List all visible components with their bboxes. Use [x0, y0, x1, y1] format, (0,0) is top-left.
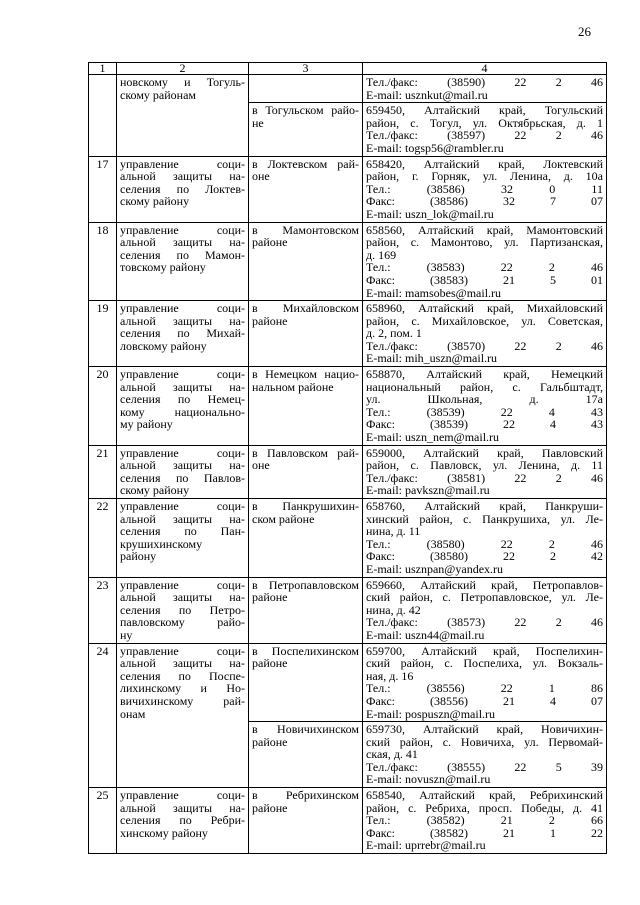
table-row [89, 367, 607, 446]
cell-line: районе [252, 800, 288, 815]
cell-line: оне [252, 458, 270, 473]
table-row [89, 788, 607, 854]
row-number: 25 [89, 788, 117, 854]
row-number: 17 [89, 156, 117, 222]
cell-line: скому району [120, 194, 190, 209]
cell-line: Факс: (38586) 32 7 07 [366, 194, 603, 209]
cell-line: Тел./факс: (38590) 22 2 46 [366, 75, 603, 89]
agency-name-cell [117, 445, 249, 498]
address-contacts-cell [363, 222, 607, 301]
page-number: 26 [578, 24, 591, 39]
cell-line: ну [120, 627, 133, 642]
cell-line: хинский район, с. Панкрушиха, ул. Ле- [366, 511, 603, 526]
table-row [89, 577, 607, 643]
agency-name-cell [117, 499, 249, 578]
cell-line: районе [252, 656, 288, 671]
cell-line: район, с. Михайловское, ул. Советская, [366, 313, 603, 328]
cell-line: E-mail: usznpan@yandex.ru [366, 561, 504, 576]
cell-line: 658540, Алтайский край, Ребрихинский [366, 788, 603, 803]
cell-line: новскому и Тогуль- [120, 75, 245, 89]
cell-line: район, с. Ребриха, просп. Победы, д. 41 [366, 800, 603, 815]
cell-line: ский район, с. Петропавловское, ул. Ле- [366, 590, 603, 605]
cell-line: Факс: (38539) 22 4 43 [366, 417, 603, 432]
cell-line: район, г. Горняк, ул. Ленина, д. 10а [366, 169, 603, 184]
agency-name-cell [117, 156, 249, 222]
cell-line: Тел.: (38580) 22 2 46 [366, 536, 603, 551]
cell-line: 659730, Алтайский край, Новичихин- [366, 722, 603, 737]
cell-line: E-mail: mamsobes@mail.ru [366, 285, 502, 300]
cell-line: Факс: (38582) 21 1 22 [366, 825, 603, 840]
cell-line: селения по Локтев- [120, 181, 245, 196]
district-cell [249, 75, 363, 103]
cell-line: ная, д. 16 [366, 668, 414, 683]
cell-line: 658870, Алтайский край, Немецкий [366, 367, 603, 382]
cell-line: селения по Ребри- [120, 813, 245, 828]
cell-line: E-mail: usznkut@mail.ru [366, 87, 488, 102]
cell-line: селения по Мамон- [120, 247, 245, 262]
cell-line: Тел.: (38539) 22 4 43 [366, 404, 603, 419]
cell-line: нальном районе [252, 379, 334, 394]
address-contacts-cell [363, 103, 607, 156]
cell-line: ул. Школьная, д. 17а [366, 392, 603, 407]
agency-name-cell [117, 301, 249, 367]
cell-line: скому району [120, 483, 190, 498]
cell-line: крушихинскому [120, 536, 203, 551]
cell-line: 659660, Алтайский край, Петропавлов- [366, 577, 603, 592]
cell-line: ском районе [252, 511, 315, 526]
agency-name-cell [117, 75, 249, 157]
cell-line: 658560, Алтайский край, Мамонтовский [366, 222, 603, 237]
column-header-2: 2 [117, 63, 249, 75]
cell-line: альной защиты на- [120, 458, 245, 473]
cell-line: району [120, 549, 157, 564]
cell-line: селения по Пан- [120, 524, 245, 539]
cell-line: E-mail: uszn44@mail.ru [366, 627, 485, 642]
column-header-3: 3 [249, 63, 363, 75]
cell-line: E-mail: pavkszn@mail.ru [366, 483, 490, 498]
district-cell [249, 643, 363, 722]
cell-line: Тел./факс: (38597) 22 2 46 [366, 128, 603, 143]
cell-line: Тел./факс: (38573) 22 2 46 [366, 615, 603, 630]
cell-line: 659450, Алтайский край, Тогульский [366, 103, 603, 118]
cell-line: E-mail: uprrebr@mail.ru [366, 838, 486, 853]
row-number: 20 [89, 367, 117, 446]
cell-line: Тел./факс: (38581) 22 2 46 [366, 470, 603, 485]
address-contacts-cell [363, 75, 607, 103]
row-number: 24 [89, 643, 117, 788]
cell-line: ская, д. 41 [366, 747, 418, 762]
address-contacts-cell [363, 156, 607, 222]
district-cell [249, 222, 363, 301]
cell-line: E-mail: novuszn@mail.ru [366, 772, 491, 787]
cell-line: кому национально- [120, 404, 245, 419]
cell-line: E-mail: uszn_lok@mail.ru [366, 206, 494, 221]
cell-line: управление соци- [120, 222, 245, 237]
cell-line: 658960, Алтайский край, Михайловский [366, 301, 603, 316]
row-number: 23 [89, 577, 117, 643]
cell-line: управление соци- [120, 445, 245, 460]
cell-line: альной защиты на- [120, 379, 245, 394]
cell-line: альной защиты на- [120, 235, 245, 250]
cell-line: скому районам [120, 87, 197, 102]
address-contacts-cell [363, 788, 607, 854]
district-cell [249, 499, 363, 578]
cell-line: E-mail: togsp56@rambler.ru [366, 140, 504, 155]
district-cell [249, 103, 363, 156]
cell-line: не [252, 115, 264, 130]
cell-line: Тел.: (38586) 32 0 11 [366, 181, 603, 196]
agency-name-cell [117, 643, 249, 788]
cell-line: альной защиты на- [120, 800, 245, 815]
cell-line: управление соци- [120, 367, 245, 382]
address-contacts-cell [363, 499, 607, 578]
table-row [89, 301, 607, 367]
agency-name-cell [117, 788, 249, 854]
cell-line: управление соци- [120, 499, 245, 513]
cell-line: нина, д. 11 [366, 524, 421, 539]
cell-line: в Панкрушихин- [252, 499, 359, 513]
cell-line: районе [252, 590, 288, 605]
table-row [89, 499, 607, 578]
cell-line: район, с. Мамонтово, ул. Партизанская, [366, 235, 603, 250]
column-header-4: 4 [363, 63, 607, 75]
cell-line: районе [252, 734, 288, 749]
table-row [89, 445, 607, 498]
district-cell [249, 367, 363, 446]
cell-line: му району [120, 417, 173, 432]
cell-line: Тел.: (38582) 21 2 66 [366, 813, 603, 828]
cell-line: селения по Поспе- [120, 668, 245, 683]
agency-name-cell [117, 577, 249, 643]
row-number: 18 [89, 222, 117, 301]
address-contacts-cell [363, 643, 607, 722]
district-cell [249, 577, 363, 643]
row-number: 21 [89, 445, 117, 498]
district-cell [249, 722, 363, 788]
cell-line: вичихинскому рай- [120, 693, 245, 708]
cell-line: в Локтевском рай- [252, 156, 359, 171]
cell-line: в Новичихинском [252, 722, 359, 737]
agency-table [88, 62, 607, 854]
district-cell [249, 301, 363, 367]
cell-line: альной защиты на- [120, 169, 245, 184]
address-contacts-cell [363, 722, 607, 788]
cell-line: лихинскому и Но- [120, 681, 245, 696]
cell-line: д. 2, пом. 1 [366, 326, 422, 341]
address-contacts-cell [363, 577, 607, 643]
cell-line: в Ребрихинском [252, 788, 359, 803]
cell-line: район, с. Тогул, ул. Октябрьская, д. 1 [366, 115, 603, 130]
cell-line: альной защиты на- [120, 511, 245, 526]
table-row [89, 156, 607, 222]
cell-line: павловскому райо- [120, 615, 245, 630]
table-row [89, 643, 607, 722]
address-contacts-cell [363, 367, 607, 446]
column-header-1: 1 [89, 63, 117, 75]
table-header-row [89, 63, 607, 75]
table-body [89, 75, 607, 854]
cell-line: управление соци- [120, 788, 245, 803]
cell-line: 659000, Алтайский край, Павловский [366, 445, 603, 460]
cell-line: E-mail: pospuszn@mail.ru [366, 706, 496, 721]
cell-line: в Михайловском [252, 301, 359, 316]
cell-line: управление соци- [120, 301, 245, 316]
cell-line: альной защиты на- [120, 656, 245, 671]
cell-line: 658420, Алтайский край, Локтевский [366, 156, 603, 171]
cell-line: Факс: (38556) 21 4 07 [366, 693, 603, 708]
cell-line: ский район, с. Поспелиха, ул. Вокзаль- [366, 656, 603, 671]
cell-line: в Павловском рай- [252, 445, 359, 460]
cell-line: в Мамонтовском [252, 222, 359, 237]
agency-name-cell [117, 222, 249, 301]
cell-line: в Тогульском райо- [252, 103, 359, 118]
cell-line: д. 169 [366, 247, 397, 262]
cell-line: район, с. Павловск, ул. Ленина, д. 11 [366, 458, 603, 473]
cell-line: районе [252, 313, 288, 328]
cell-line: в Немецком нацио- [252, 367, 359, 382]
district-cell [249, 445, 363, 498]
cell-line: управление соци- [120, 156, 245, 171]
cell-line: оне [252, 169, 270, 184]
cell-line: альной защиты на- [120, 313, 245, 328]
cell-line: национальный район, с. Гальбштадт, [366, 379, 603, 394]
cell-line: E-mail: mih_uszn@mail.ru [366, 351, 498, 366]
cell-line: ский район, с. Новичиха, ул. Первомай- [366, 734, 603, 749]
table-row [89, 222, 607, 301]
cell-line: селения по Петро- [120, 602, 245, 617]
cell-line: 658760, Алтайский край, Панкруши- [366, 499, 603, 513]
cell-line: селения по Немец- [120, 392, 245, 407]
cell-line: Тел./факс: (38555) 22 5 39 [366, 759, 603, 774]
row-number: 19 [89, 301, 117, 367]
cell-line: Тел.: (38556) 22 1 86 [366, 681, 603, 696]
cell-line: управление соци- [120, 577, 245, 592]
cell-line: районе [252, 235, 288, 250]
address-contacts-cell [363, 301, 607, 367]
cell-line: Факс: (38580) 22 2 42 [366, 549, 603, 564]
cell-line: альной защиты на- [120, 590, 245, 605]
cell-line: Факс: (38583) 21 5 01 [366, 272, 603, 287]
cell-line: товскому району [120, 260, 206, 275]
cell-line: в Петропавловском [252, 577, 359, 592]
cell-line: онам [120, 706, 146, 721]
cell-line: нина, д. 42 [366, 602, 421, 617]
cell-line: Тел.: (38583) 22 2 46 [366, 260, 603, 275]
cell-line: 659700, Алтайский край, Поспелихин- [366, 643, 603, 658]
cell-line: селения по Михай- [120, 326, 245, 341]
cell-line: в Поспелихинском [252, 643, 359, 658]
cell-line: E-mail: uszn_nem@mail.ru [366, 430, 500, 445]
agency-name-cell [117, 367, 249, 446]
address-contacts-cell [363, 445, 607, 498]
table-row [89, 75, 607, 103]
row-number [89, 75, 117, 157]
district-cell [249, 156, 363, 222]
cell-line: селения по Павлов- [120, 470, 245, 485]
row-number: 22 [89, 499, 117, 578]
cell-line: ловскому району [120, 338, 207, 353]
cell-line: хинскому району [120, 825, 208, 840]
cell-line: управление соци- [120, 643, 245, 658]
district-cell [249, 788, 363, 854]
cell-line: Тел./факс: (38570) 22 2 46 [366, 338, 603, 353]
